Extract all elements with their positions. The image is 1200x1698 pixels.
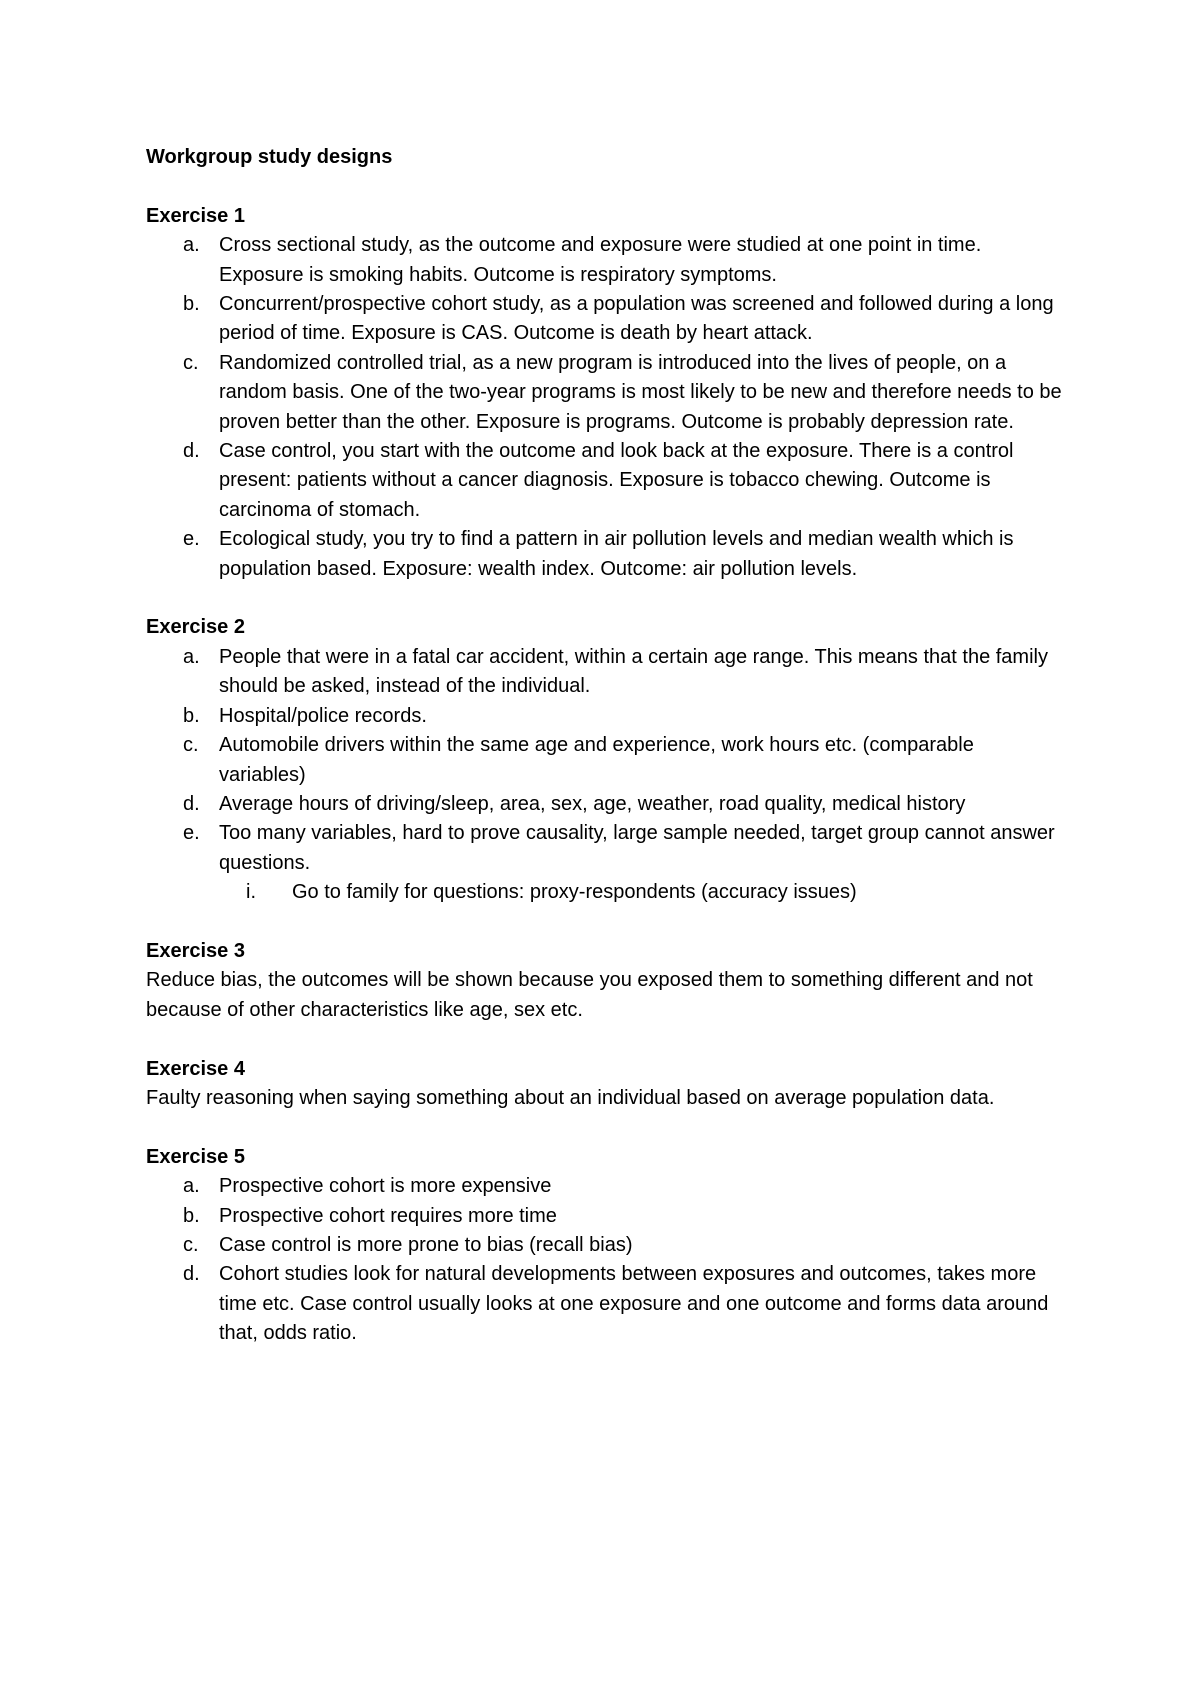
- list-marker: b.: [183, 704, 200, 727]
- exercise-2-heading: Exercise 2: [146, 616, 245, 639]
- list-item: [146, 643, 1066, 702]
- list-item: [146, 819, 1066, 907]
- exercise-2-section: [146, 613, 1066, 907]
- exercise-3-text: Reduce bias, the outcomes will be shown because you exposed them to something different and not because of other characteristics like age, sex etc.: [146, 969, 1033, 1021]
- list-marker: b.: [183, 1204, 200, 1227]
- list-item: [146, 437, 1066, 525]
- list-item: [146, 1172, 1066, 1201]
- list-marker: a.: [183, 645, 200, 668]
- exercise-1-list: [146, 231, 1066, 584]
- document-title: Workgroup study designs: [146, 146, 393, 168]
- exercise-5-heading: Exercise 5: [146, 1145, 245, 1168]
- list-marker: e.: [183, 528, 200, 551]
- exercise-1-section: [146, 202, 1066, 584]
- list-item-text: Hospital/police records.: [219, 704, 427, 727]
- list-item: [146, 1260, 1066, 1348]
- sub-list-marker: i.: [246, 881, 256, 904]
- list-item-text: Case control is more prone to bias (recall bias): [219, 1233, 633, 1256]
- list-item-text: Average hours of driving/sleep, area, sex, age, weather, road quality, medical history: [219, 792, 966, 815]
- exercise-5-section: [146, 1143, 1066, 1349]
- list-item: [146, 702, 1066, 731]
- list-item-text: Case control, you start with the outcome and look back at the exposure. There is a control present: patients without a cancer diagnosis. Exposure is tobacco chewing. Outcome is carcinoma of stomach.: [219, 440, 1014, 521]
- list-marker: d.: [183, 1263, 200, 1286]
- document-page: [146, 143, 1066, 1378]
- list-item-text: Too many variables, hard to prove causality, large sample needed, target group cannot answer questions.: [219, 822, 1055, 874]
- list-item: [146, 731, 1066, 790]
- list-item-text: Ecological study, you try to find a pattern in air pollution levels and median wealth which is population based. Exposure: wealth index. Outcome: air pollution levels.: [219, 528, 1014, 580]
- list-marker: c.: [183, 734, 199, 757]
- sub-list-item: [219, 878, 1066, 907]
- list-item: [146, 790, 1066, 819]
- list-marker: c.: [183, 351, 199, 374]
- list-item: [146, 349, 1066, 437]
- list-item-text: Prospective cohort is more expensive: [219, 1175, 552, 1198]
- list-marker: a.: [183, 1175, 200, 1198]
- list-item-text: Concurrent/prospective cohort study, as a population was screened and followed during a long period of time. Exposure is CAS. Outcome is death by heart attack.: [219, 293, 1054, 345]
- sub-list-item-text: Go to family for questions: proxy-respondents (accuracy issues): [292, 881, 857, 904]
- list-marker: c.: [183, 1233, 199, 1256]
- list-item-text: People that were in a fatal car accident, within a certain age range. This means that the family should be asked, instead of the individual.: [219, 645, 1048, 698]
- exercise-4-heading: Exercise 4: [146, 1057, 245, 1080]
- exercise-5-list: [146, 1172, 1066, 1348]
- list-item: [146, 525, 1066, 584]
- list-item: [146, 1231, 1066, 1260]
- exercise-4-text: Faulty reasoning when saying something about an individual based on average population data.: [146, 1086, 995, 1109]
- list-marker: d.: [183, 440, 200, 463]
- exercise-1-heading: Exercise 1: [146, 204, 245, 227]
- list-item: [146, 231, 1066, 290]
- list-item: [146, 290, 1066, 349]
- list-item-text: Cohort studies look for natural developments between exposures and outcomes, takes more time etc. Case control usually looks at one exposure and one outcome and forms data around that, odds ratio.: [219, 1263, 1049, 1345]
- list-item: [146, 1202, 1066, 1231]
- list-item-text: Cross sectional study, as the outcome and exposure were studied at one point in time. Exposure is smoking habits. Outcome is respiratory symptoms.: [219, 234, 982, 286]
- exercise-2-list: [146, 643, 1066, 908]
- list-marker: e.: [183, 822, 200, 845]
- exercise-4-section: [146, 1055, 1066, 1114]
- exercise-3-section: [146, 937, 1066, 1025]
- exercise-3-heading: Exercise 3: [146, 939, 245, 962]
- list-marker: a.: [183, 234, 200, 257]
- list-marker: d.: [183, 792, 200, 815]
- exercise-2-sublist: [219, 878, 1066, 907]
- list-marker: b.: [183, 293, 200, 316]
- list-item-text: Randomized controlled trial, as a new program is introduced into the lives of people, on a random basis. One of the two-year programs is most likely to be new and therefore needs to be proven better than the other. Exposure is programs. Outcome is probably depression rate.: [219, 351, 1062, 433]
- list-item-text: Prospective cohort requires more time: [219, 1204, 557, 1227]
- list-item-text: Automobile drivers within the same age and experience, work hours etc. (comparable variables): [219, 734, 974, 786]
